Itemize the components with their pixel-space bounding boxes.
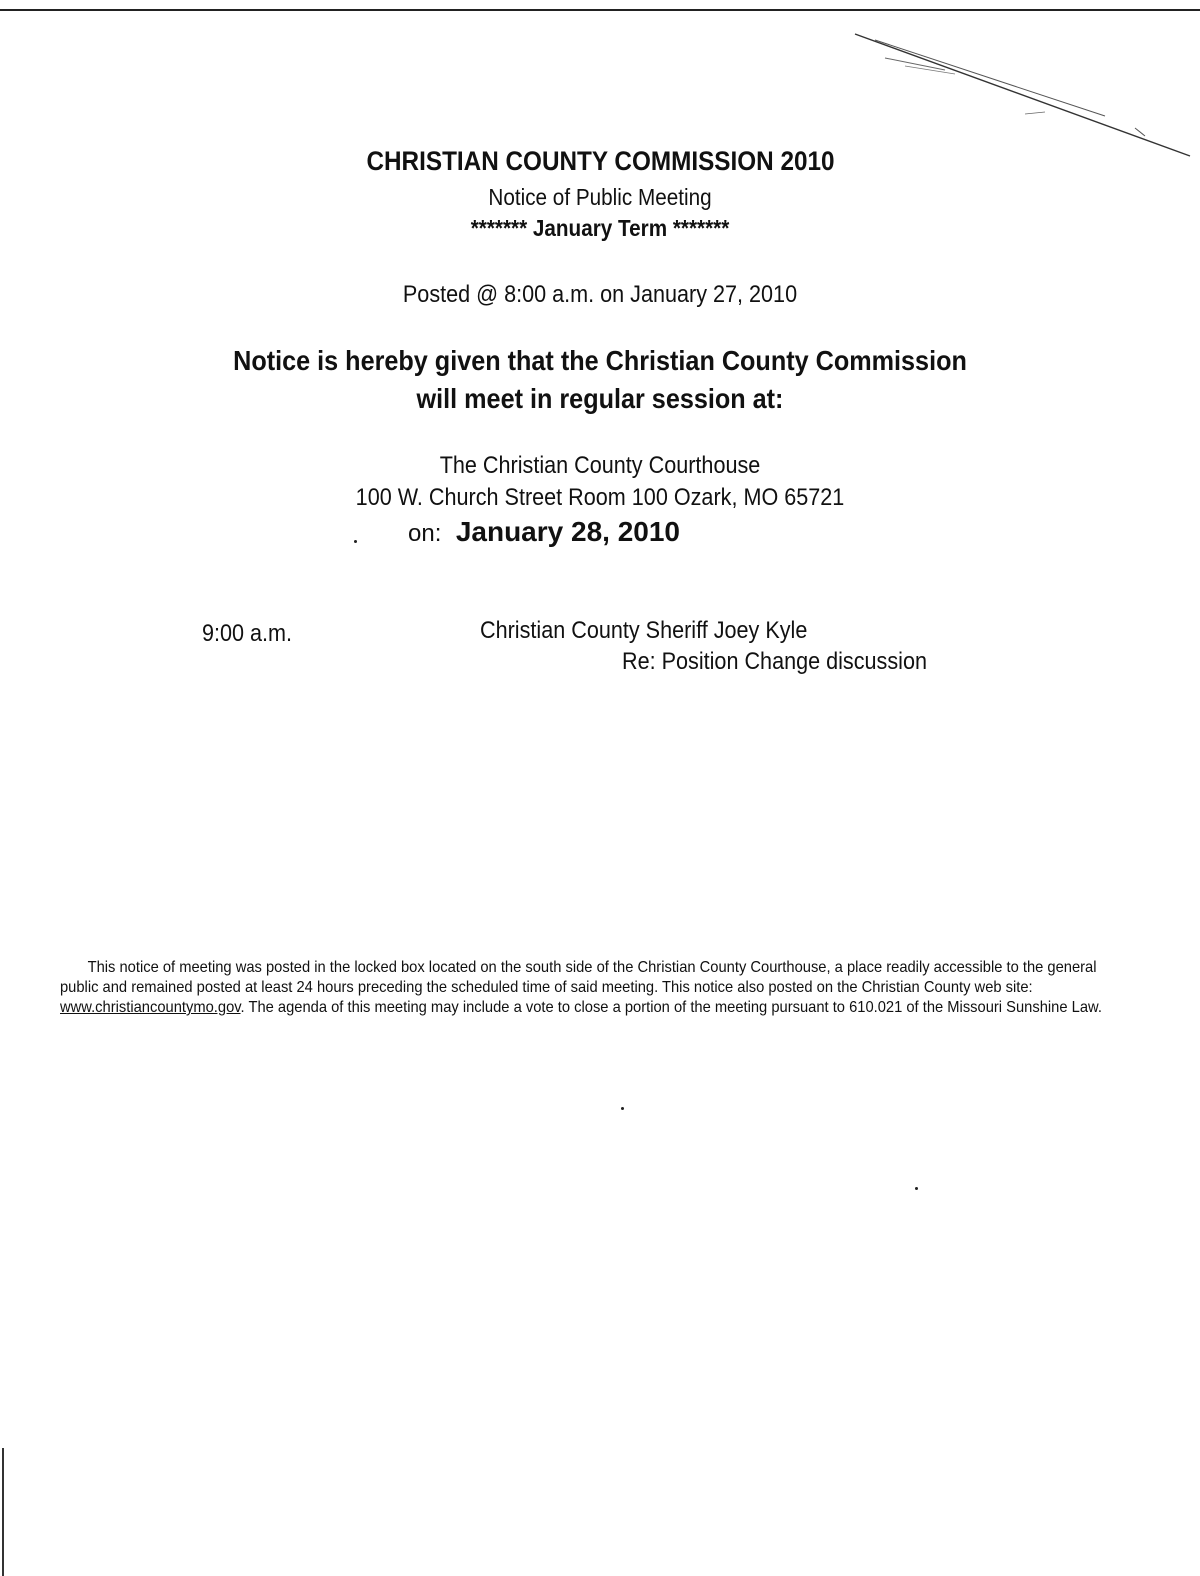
meeting-date-label: on: xyxy=(408,520,442,547)
scan-speck xyxy=(621,1107,624,1110)
disclaimer-text-end: . The agenda of this meeting may include a vote to close a portion of the meeting pursuant to 610.021 of the Missouri Sunshine Law. xyxy=(240,999,1102,1016)
notice-heading-line-1: Notice is hereby given that the Christian County Commission xyxy=(233,345,967,376)
scan-left-edge xyxy=(2,1448,4,1576)
agenda-time: 9:00 a.m. xyxy=(202,620,293,647)
scan-streak-mark xyxy=(845,28,1195,163)
posting-disclaimer xyxy=(60,958,1132,1018)
scan-top-edge xyxy=(0,9,1200,11)
term-label: ******* January Term ******* xyxy=(470,215,730,241)
posted-timestamp: Posted @ 8:00 a.m. on January 27, 2010 xyxy=(402,281,798,308)
scan-speck xyxy=(915,1187,918,1190)
scan-speck xyxy=(354,540,357,543)
agenda-item-subject: Re: Position Change discussion xyxy=(622,648,927,675)
website-link[interactable]: www.christiancountymo.gov xyxy=(60,999,241,1016)
location-name: The Christian County Courthouse xyxy=(439,452,761,479)
meeting-date: January 28, 2010 xyxy=(455,516,680,547)
meeting-date-line xyxy=(408,516,680,548)
notice-heading-line-2: will meet in regular session at: xyxy=(416,383,784,414)
disclaimer-text: This notice of meeting was posted in the locked box located on the south side of the Christian County Courthouse, a place readily accessible to the general public and remained posted at least 24 hours preceding the scheduled time of said meeting. This notice also posted on the Christian County web site: xyxy=(60,959,1097,996)
location-address: 100 W. Church Street Room 100 Ozark, MO 65721 xyxy=(355,484,845,511)
agenda-item: Christian County Sheriff Joey Kyle xyxy=(480,617,808,644)
document-title: CHRISTIAN COUNTY COMMISSION 2010 xyxy=(366,146,835,176)
document-subtitle: Notice of Public Meeting xyxy=(488,184,712,210)
